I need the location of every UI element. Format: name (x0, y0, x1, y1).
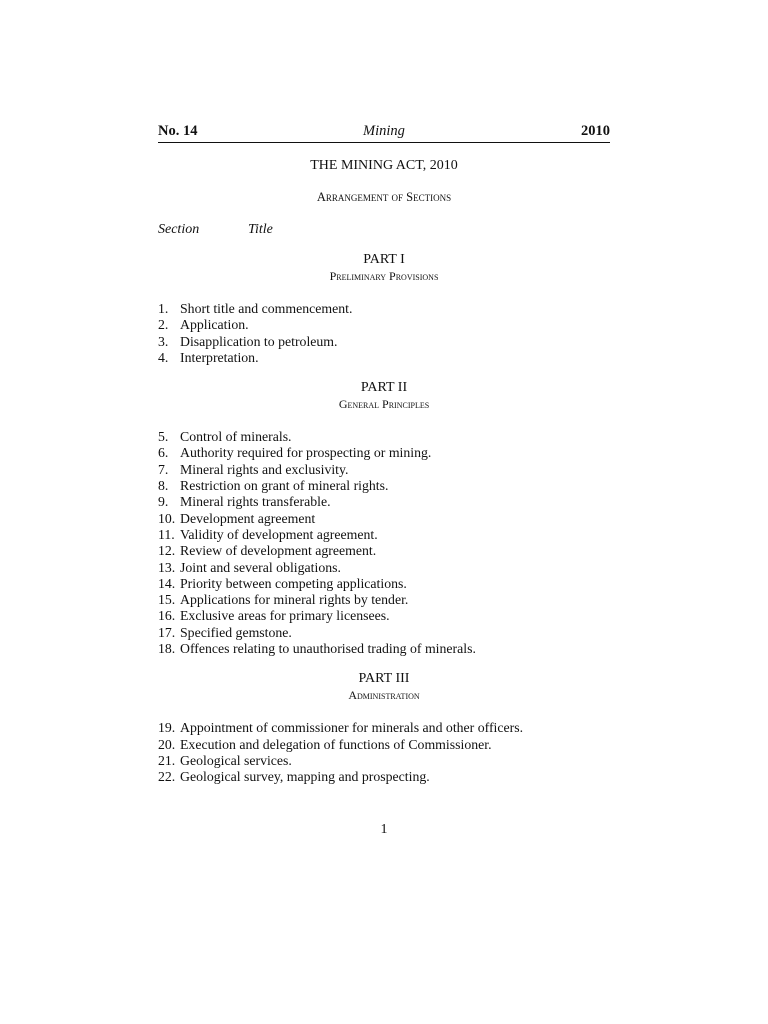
section-number: 1. (158, 301, 169, 316)
part-subtitle: General Principles (338, 397, 430, 412)
section-number: 17. (158, 624, 176, 640)
section-number: 2. (158, 317, 169, 333)
section-item (158, 737, 610, 753)
section-item (158, 576, 610, 592)
act-title: THE MINING ACT, 2010 (310, 158, 458, 173)
section-title: Disapplication to petroleum. (180, 333, 338, 349)
column-headings (158, 222, 610, 240)
section-list (158, 301, 610, 366)
part-title: PART III (358, 671, 410, 687)
section-number: 22. (158, 769, 176, 785)
section-item (158, 334, 610, 350)
section-title: Specified gemstone. (180, 624, 292, 640)
section-number: 13. (158, 559, 176, 575)
section-item (158, 429, 610, 445)
section-number: 7. (158, 461, 169, 477)
section-list (158, 720, 610, 785)
section-number: 20. (158, 736, 176, 752)
part-heading (158, 252, 610, 284)
section-number: 6. (158, 445, 169, 461)
header-rule (158, 142, 610, 143)
section-title: Mineral rights and exclusivity. (180, 461, 349, 477)
section-title: Development agreement (180, 510, 316, 526)
section-title: Priority between competing applications. (180, 575, 407, 591)
section-number: 12. (158, 543, 176, 559)
column-heading-section: Section (158, 222, 200, 237)
section-title: Authority required for prospecting or mining. (180, 445, 432, 461)
section-title: Validity of development agreement. (180, 526, 378, 542)
section-number: 11. (158, 526, 175, 542)
section-list (158, 429, 610, 657)
section-number: 18. (158, 641, 176, 657)
section-item (158, 511, 610, 527)
section-number: 4. (158, 349, 169, 365)
arrangement-heading: Arrangement of Sections (316, 190, 452, 204)
section-title: Short title and commencement. (180, 301, 353, 316)
section-item (158, 527, 610, 543)
section-title: Control of minerals. (180, 429, 292, 445)
act-number: No. 14 (158, 123, 198, 139)
part-title: PART I (363, 252, 405, 267)
section-title: Offences relating to unauthorised trading of minerals. (180, 641, 476, 657)
section-number: 19. (158, 720, 176, 736)
section-title: Geological survey, mapping and prospecting. (180, 769, 430, 785)
section-title: Execution and delegation of functions of Commissioner. (180, 736, 492, 752)
section-title: Exclusive areas for primary licensees. (180, 608, 390, 624)
section-item (158, 608, 610, 624)
section-item (158, 641, 610, 657)
column-heading-title: Title (248, 222, 273, 237)
section-title: Mineral rights transferable. (180, 494, 331, 510)
section-title: Appointment of commissioner for minerals and other officers. (180, 720, 524, 736)
section-item (158, 445, 610, 461)
section-title: Geological services. (180, 752, 292, 768)
part-heading (158, 671, 610, 703)
section-item (158, 753, 610, 769)
section-item (158, 625, 610, 641)
act-subject: Mining (363, 123, 405, 139)
section-title: Review of development agreement. (180, 543, 377, 559)
part-subtitle: Preliminary Provisions (329, 269, 439, 283)
part-subtitle: Administration (348, 688, 420, 703)
section-number: 15. (158, 592, 176, 608)
section-item (158, 592, 610, 608)
part-title: PART II (360, 380, 408, 396)
section-title: Applications for mineral rights by tender. (180, 592, 409, 608)
section-item (158, 478, 610, 494)
section-item (158, 301, 610, 317)
section-item (158, 494, 610, 510)
section-number: 10. (158, 510, 176, 526)
section-number: 14. (158, 575, 176, 591)
act-year: 2010 (581, 123, 610, 139)
section-title: Interpretation. (180, 349, 259, 365)
section-number: 5. (158, 429, 169, 445)
section-item (158, 720, 610, 736)
section-number: 9. (158, 494, 169, 510)
section-title: Joint and several obligations. (180, 559, 341, 575)
section-title: Restriction on grant of mineral rights. (180, 478, 389, 494)
section-number: 21. (158, 752, 176, 768)
section-item (158, 560, 610, 576)
section-number: 8. (158, 478, 169, 494)
section-number: 16. (158, 608, 176, 624)
running-header (158, 120, 610, 142)
section-item (158, 317, 610, 333)
part-heading (158, 380, 610, 412)
section-item (158, 462, 610, 478)
document-page (158, 120, 610, 786)
section-item (158, 543, 610, 559)
section-item (158, 350, 610, 366)
page-number: 1 (380, 822, 388, 837)
section-item (158, 769, 610, 785)
section-number: 3. (158, 333, 169, 349)
section-title: Application. (180, 317, 249, 333)
